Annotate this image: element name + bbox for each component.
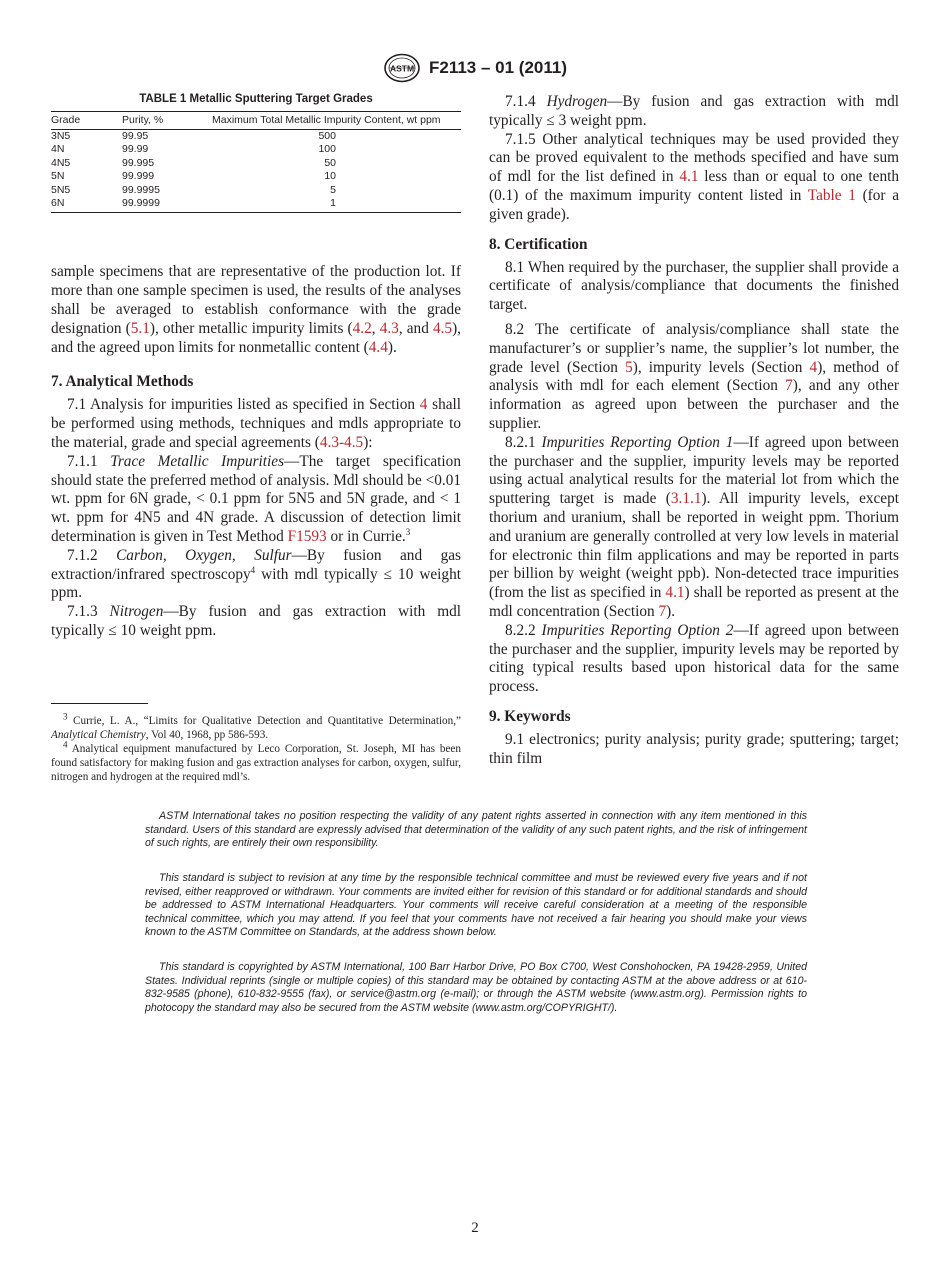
grades-table [51,111,461,213]
cell-impurity: 50 [324,156,336,169]
revision-notice: This standard is subject to revision at any time by the responsible technical committee and must be reviewed every five years and if not revised, either reapproved or withdrawn. Your comments are invited either for revision of this standard or for additional standards and should be addressed to ASTM International Headquarters. Your comments will receive careful consideration at a meeting of the responsible technical committee, which you may attend. If you feel that your comments have not received a fair hearing you should make your views known to the ASTM Committee on Standards, at the address shown below. [145,872,807,939]
ref-link[interactable]: F1593 [287,528,327,545]
section-7-heading: 7. Analytical Methods [51,373,194,391]
cell-grade: 4N5 [51,156,71,169]
cell-purity: 99.9999 [122,197,212,213]
footnote-3: $^3$ Currie, L. A., “Limits for Qualitative Detection and Quantitative Determination,” Analytical Chemistry, Vol 40, 1968, pp 586-593. [51,711,461,741]
paragraph-9-1: 9.1 electronics; purity analysis; purity grade; sputtering; target; thin film [489,730,899,767]
table-row [51,157,461,170]
continued-paragraph: sample specimens that are representative of the production lot. If more than one sample specimen is used, the results of the analyses shall be averaged to establish conformance with the grade designation (5.1), other metallic impurity limits (4.2, 4.3, and 4.5), and the agreed upon limits for nonmetallic content (4.4). [51,263,461,356]
footnote-ref: 3 [405,526,411,537]
cell-impurity: 1 [330,197,336,210]
paragraph-8-2-1: 8.2.1 Impurities Reporting Option 1—If agreed upon between the purchaser and the supplier, impurity levels may be reported using actual analytical results for the material lot from which the sputtering target is made (3.1.1). All impurity levels, except thorium and uranium, shall be reported in weight ppm. Thorium and uranium are generally controlled at very low levels in material for electronic thin film applications and may be reported in parts per billion by weight (weight ppb). Non-detected trace impurities (from the list as specified in 4.1) shall be reported as present at the mdl concentration (Section 7). [489,433,900,620]
cell-purity: 99.99 [122,143,149,156]
cell-purity: 99.9995 [122,183,160,196]
ref-link[interactable]: 3.1.1 [670,490,702,508]
cell-grade: 4N [51,143,65,156]
ref-link[interactable]: 5 [625,358,633,376]
table-row [51,197,461,213]
table-header-row [51,112,461,130]
ref-link[interactable]: 4.1 [679,168,699,186]
section-9-heading: 9. Keywords [489,707,571,725]
page-header [0,53,950,83]
ref-link[interactable]: 4.2 [352,319,372,337]
cell-impurity: 100 [318,143,336,156]
table-title: TABLE 1 Metallic Sputtering Target Grades [139,93,373,105]
paragraph-7-1-4: 7.1.4 Hydrogen—By fusion and gas extraction with mdl typically ≤ 3 weight ppm. [489,93,899,129]
cell-grade: 3N5 [51,130,71,142]
paragraph-8-1: 8.1 When required by the purchaser, the supplier shall provide a certificate of analysis/compliance that documents the finished target. [489,258,899,314]
cell-impurity: 500 [318,130,336,142]
col-header-purity: Purity, % [122,112,212,130]
footnote-divider [51,703,148,704]
section-8-heading: 8. Certification [489,235,588,253]
footnotes [51,711,461,784]
cell-grade: 5N [51,170,65,183]
ref-link[interactable]: 7 [658,602,667,620]
footnote-4: $^4$ Analytical equipment manufactured by Leco Corporation, St. Joseph, MI has been found satisfactory for making fusion and gas extraction analyses for carbon, oxygen, sulfur, nitrogen and hydrogen at the required mdl’s. [51,739,461,783]
cell-impurity: 10 [324,170,336,183]
col-header-grade: Grade [51,112,122,130]
paragraph-8-2: 8.2 The certificate of analysis/compliance shall state the manufacturer’s or supplier’s name, the supplier’s lot number, the grade level (Section 5), impurity levels (Section 4), method of analysis with mdl for each element (Section 7), and any other information as agreed upon between the purchaser and the supplier. [489,320,899,432]
table-row [51,184,461,197]
paragraph-7-1: 7.1 Analysis for impurities listed as specified in Section 4 shall be performed using methods, techniques and mdls appropriate to the material, grade and special agreements (4.3-4.5): [51,396,462,452]
table-row [51,170,461,183]
table-row [51,130,461,144]
right-column [489,93,899,769]
ref-link[interactable]: 4 [419,396,428,414]
paragraph-7-1-3: 7.1.3 Nitrogen—By fusion and gas extraction with mdl typically ≤ 10 weight ppm. [51,603,461,639]
ref-link[interactable]: 7 [785,377,793,395]
paragraph-7-1-5: 7.1.5 Other analytical techniques may be used provided they can be proved equivalent to the methods specified and have sum of mdl for the list defined in 4.1 less than or equal to one tenth (0.1) of the maximum impurity content listed in Table 1 (for a given grade). [489,130,899,223]
copyright-notice: This standard is copyrighted by ASTM International, 100 Barr Harbor Drive, PO Box C700, West Conshohocken, PA 19428-2959, United States. Individual reprints (single or multiple copies) of this standard may be obtained by contacting ASTM at the above address or at 610-832-9585 (phone), 610-832-9555 (fax), or service@astm.org (e-mail); or through the ASTM website (www.astm.org). Permission rights to photocopy the standard may also be secured from the ASTM website (www.astm.org/COPYRIGHT/). [145,961,807,1014]
left-column [51,93,461,641]
ref-link[interactable]: 4 [809,358,818,376]
astm-logo-icon [383,53,421,83]
ref-link[interactable]: 5.1 [130,319,150,337]
ref-link[interactable]: Table 1 [807,186,856,204]
paragraph-8-2-2: 8.2.2 Impurities Reporting Option 2—If agreed upon between the purchaser and the supplier, impurity levels may be reported by citing typical results based upon historical data for the same process. [489,621,900,696]
cell-purity: 99.995 [122,156,155,169]
patent-notice: ASTM International takes no position respecting the validity of any patent rights asserted in connection with any item mentioned in this standard. Users of this standard are expressly advised that determination of the validity of any such patent rights, and the risk of infringement of such rights, are entirely their own responsibility. [145,810,807,850]
ref-link[interactable]: 4.3 [379,319,399,337]
ref-link[interactable]: 4.3-4.5 [319,434,364,452]
paragraph-7-1-2: 7.1.2 Carbon, Oxygen, Sulfur—By fusion and gas extraction/infrared spectroscopy$^4$ with mdl typically ≤ 10 weight ppm. [51,546,461,602]
cell-impurity: 5 [330,183,336,196]
cell-purity: 99.95 [122,130,149,142]
cell-grade: 5N5 [51,183,71,196]
ref-link[interactable]: 4.4 [368,338,388,356]
ref-link[interactable]: 4.5 [432,319,453,337]
table-row [51,143,461,156]
standard-designation: F2113 – 01 (2011) [428,58,567,77]
footnote-ref: 4 [250,564,256,575]
page-number: 2 [471,1220,479,1236]
logo-text: ASTM [389,63,415,74]
ref-link[interactable]: 4.1 [665,584,685,602]
col-header-impurity: Maximum Total Metallic Impurity Content, wt ppm [212,112,461,130]
cell-grade: 6N [51,197,122,213]
paragraph-7-1-1: 7.1.1 Trace Metallic Impurities—The target specification should state the preferred method of analysis. Mdl should be <0.01 wt. ppm for 6N grade, < 0.1 ppm for 5N5 and 5N grade, and < 1 wt. ppm for 4N5 and 4N grade. A discussion of detection limit determination is given in Test Method F1593 or in Currie.$^3$ [51,452,461,545]
cell-purity: 99.999 [122,170,155,183]
